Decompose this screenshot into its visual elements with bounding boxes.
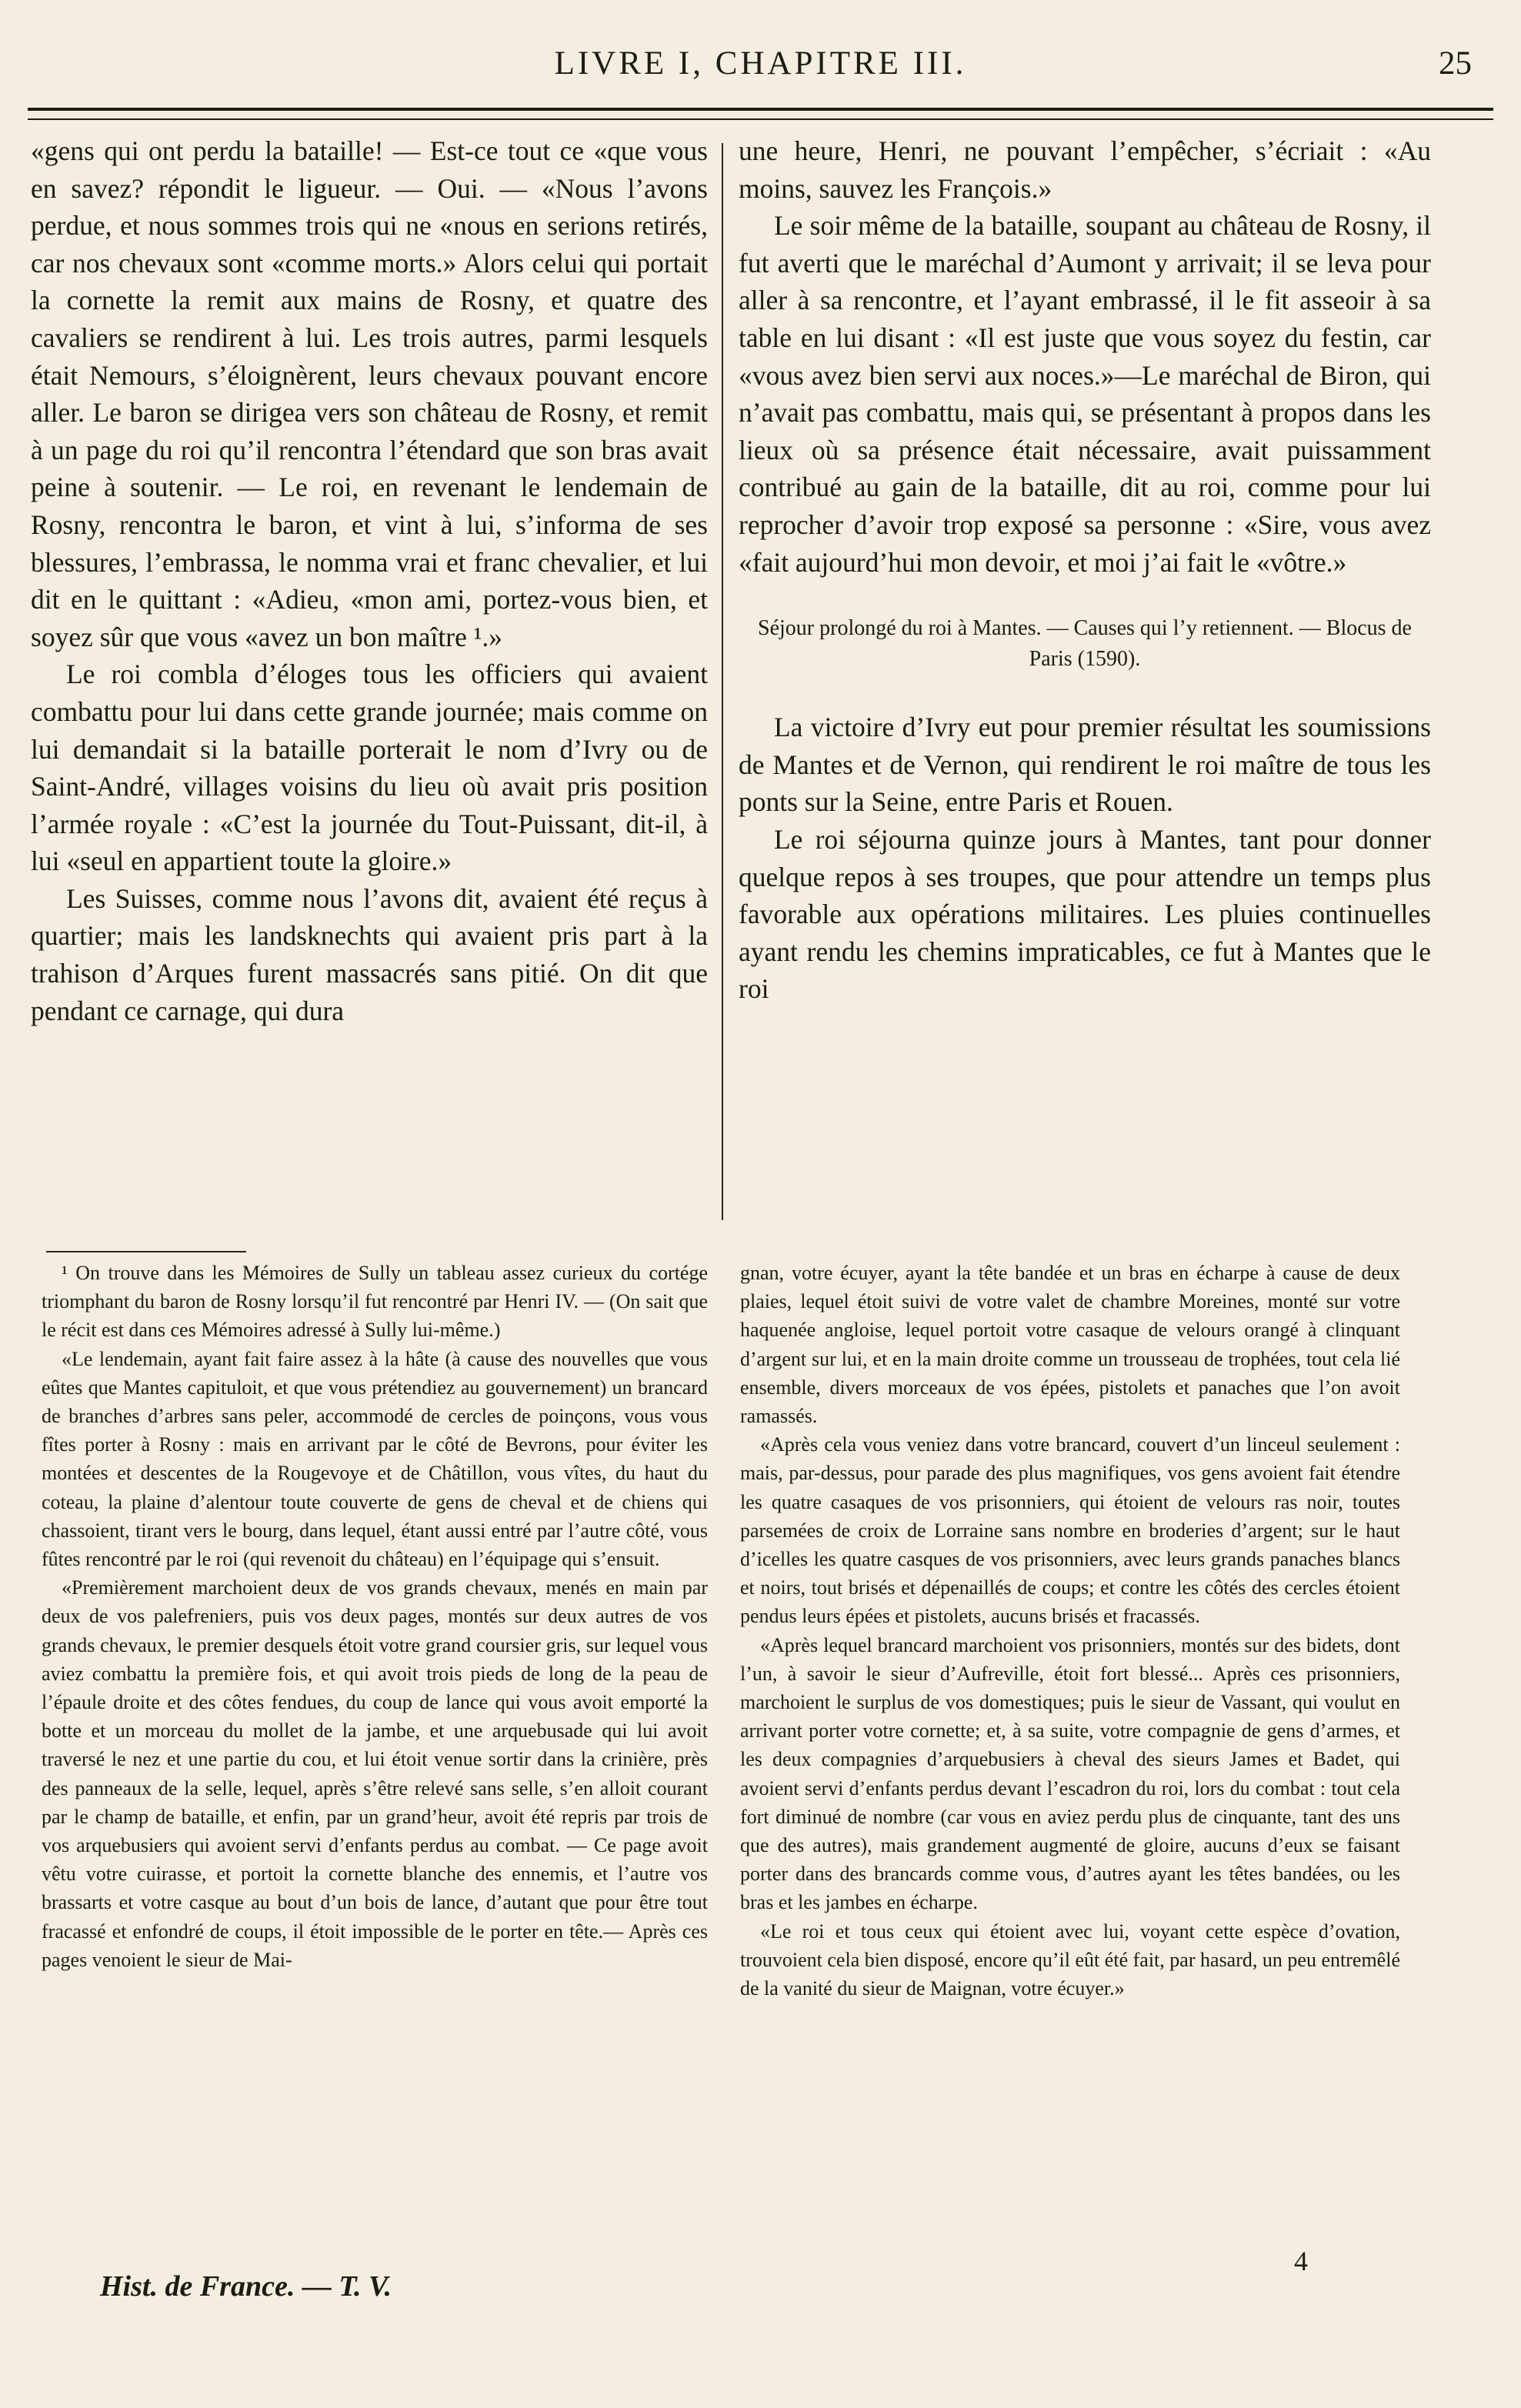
header-rule [28,108,1493,120]
paragraph: une heure, Henri, ne pouvant l’empêcher, s’écriait : «Au moins, sauvez les François.» [739,135,1431,204]
paragraph: «gens qui ont perdu la bataille! — Est-ce tout ce «que vous en savez? répondit le ligueur. — Oui. — «Nous l’avons perdue, et nous sommes trois qui ne «nous en serions retirés, car nos chevaux sont «comme morts.» Alors celui qui portait la cornette la remit aux mains de Rosny, et quatre des cavaliers se rendirent à lui. Les trois autres, parmi lesquels était Nemours, s’éloignèrent, leurs chevaux pouvant encore aller. Le baron se dirigea vers son château de Rosny, et remit à un page du roi qu’il rencontra l’étendard que son bras avait peine à soutenir. — Le roi, en revenant le lendemain de Rosny, rencontra le baron, et vint à lui, s’informa de ses blessures, l’embrassa, le nomma vrai et franc chevalier, et lui dit en le quittant : «Adieu, «mon ami, portez-vous bien, et soyez sûr que vous «avez un bon maître ¹.» [31,135,708,652]
paragraph: Le roi séjourna quinze jours à Mantes, tant pour donner quelque repos à ses troupes, que pour attendre un temps plus favorable aux opérations militaires. Les pluies continuelles ayant rendu les chemins impraticables, ce fut à Mantes que le roi [739,823,1431,1005]
footnote-paragraph: gnan, votre écuyer, ayant la tête bandée et un bras en écharpe à cause de deux plaies, lequel étoit suivi de votre valet de chambre Moreines, monté sur votre haquenée angloise, lequel portoit votre casaque de velours orangé à clinquant d’argent sur lui, et en la main droite comme un trousseau de trophées, tout cela lié ensemble, divers morceaux de vos épées, pistolets et panaches que l’on avoit ramassés. [740,1262,1400,1428]
page-number: 25 [1439,45,1472,82]
sheet-mark: 4 [1294,2246,1308,2276]
footnote-paragraph: «Le lendemain, ayant fait faire assez à la hâte (à cause des nouvelles que vous eûtes que Mantes capituloit, et que vous prétendiez au gouvernement) un brancard de branches d’arbres sans peler, accommodé de cercles de poinçons, vous vous fîtes porter à Rosny : mais en arrivant par le côté de Bevrons, pour éviter les montées et descentes de la Rougevoye et de Châtillon, vous vîtes, du haut du coteau, la plaine d’alentour toute couverte de gens de cheval et de chiens qui chassoient, tirant vers le bourg, dans lequel, étant aussi entré par l’autre côté, vous fûtes rencontré par le roi (qui revenoit du château) en l’équipage qui s’ensuit. [42,1347,708,1571]
footnote-paragraph: ¹ On trouve dans les Mémoires de Sully un tableau assez curieux du cortége triomphant du baron de Rosny lorsqu’il fut rencontré par Henri IV. — (On sait que le récit est dans ces Mémoires adressé à Sully lui-même.) [42,1262,708,1342]
column-divider [722,143,723,1220]
paragraph: Le soir même de la bataille, soupant au château de Rosny, il fut averti que le maréchal d’Aumont y arrivait; il se leva pour aller à sa rencontre, et l’ayant embrassé, il le fit asseoir à sa table en lui disant : «Il est juste que vous soyez du festin, car «vous avez bien servi aux noces.»—Le maréchal de Biron, qui n’avait pas combattu, mais qui, se présentant à propos dans les lieux où sa présence était nécessaire, avait puissamment contribué au gain de la bataille, dit au roi, comme pour lui reprocher d’avoir trop exposé sa personne : «Sire, vous avez «fait aujourd’hui mon devoir, et moi j’ai fait le «vôtre.» [739,210,1431,578]
footnote-paragraph: «Le roi et tous ceux qui étoient avec lui, voyant cette espèce d’ovation, trouvoient cela bien disposé, encore qu’il eût été fait, par hasard, un peu entremêlé de la vanité du sieur de Maignan, votre écuyer.» [740,1919,1400,2000]
paragraph: Les Suisses, comme nous l’avons dit, avaient été reçus à quartier; mais les landsknechts qui avaient pris part à la trahison d’Arques furent massacrés sans pitié. On dit que pendant ce carnage, qui dura [31,882,708,1026]
footnotes-left-column [42,1259,708,1974]
footnote-paragraph: «Après lequel brancard marchoient vos prisonniers, montés sur des bidets, dont l’un, à savoir le sieur d’Aufreville, étoit fort blessé... Après ces prisonniers, marchoient le surplus de vos domestiques; puis le sieur de Vassant, qui voulut en arrivant porter votre cornette; et, à sa suite, votre compagnie de gens d’armes, et les deux compagnies d’arquebusiers à cheval des sieurs James et Badet, qui avoient servi d’enfants perdus devant l’escadron du roi, lors du combat : tout cela fort diminué de nombre (car vous en aviez perdu plus de cinquante, tant des uns que des autres), mais grandement augmenté de gloire, aucuns d’eux se faisant porter dans des brancards comme vous, d’autres ayant les têtes bandées, ou les bras et les jambes en écharpe. [740,1633,1400,1914]
running-head [28,45,1493,91]
running-title: LIVRE I, CHAPITRE III. [554,45,967,82]
footnote-paragraph: «Après cela vous veniez dans votre brancard, couvert d’un linceul seulement : mais, par-dessus, pour parade des plus magnifiques, vos gens avoient fait étendre les quatre casaques de vos prisonniers, qui étoient de velours ras noir, toutes parsemées de croix de Lorraine sans nombre en broderies d’argent; sur le haut d’icelles les quatre casques de vos prisonniers, avec leurs grands panaches blancs et noirs, tout brisés et dépenaillés de coups; et contre les côtés des cercles étoient pendus leurs épées et pistolets, aucuns brisés et fracassés. [740,1433,1400,1628]
section-summary: Séjour prolongé du roi à Mantes. — Causes qui l’y retiennent. — Blocus de Paris (1590). [758,616,1412,672]
footnotes-right-column [740,1259,1400,2003]
main-text-left-column [31,132,708,1029]
printer-signature: Hist. de France. — T. V. [100,2270,392,2303]
footnote-rule [46,1251,246,1252]
main-text-right-column [739,132,1431,1008]
paragraph: La victoire d’Ivry eut pour premier résultat les soumissions de Mantes et de Vernon, qui rendirent le roi maître de tous les ponts sur la Seine, entre Paris et Rouen. [739,712,1431,818]
footnote-paragraph: «Premièrement marchoient deux de vos grands chevaux, menés en main par deux de vos palefreniers, puis vos deux pages, montés sur deux autres de vos grands chevaux, le premier desquels étoit votre grand coursier gris, sur lequel vous aviez combattu la première fois, et qui avoit trois pieds de long de la peau de l’épaule droite et des côtes fendues, du coup de lance qui vous avoit emporté la botte et un morceau du mollet de la jambe, et une arquebusade qui lui avoit traversé le nez et une partie du cou, et lui étoit venue sortir dans la crinière, près des panneaux de la selle, lequel, après s’être relevé sans selle, s’en alloit courant par le champ de bataille, et enfin, par un grand’heur, avoit été repris par trois de vos arquebusiers qui avoient servi d’enfants perdus au combat. — Ce page avoit vêtu votre cuirasse, et portoit la cornette blanche des ennemis, et l’autre vos brassarts et votre casque au bout d’un bois de lance, d’autant que pour être tout fracassé et enfondré de coups, il étoit impossible de le porter en tête.— Après ces pages venoient le sieur de Mai- [42,1576,708,1971]
paragraph: Le roi combla d’éloges tous les officiers qui avaient combattu pour lui dans cette grande journée; mais comme on lui demandait si la bataille porterait le nom d’Ivry ou de Saint-André, villages voisins du lieu où avait pris position l’armée royale : «C’est la journée du Tout-Puissant, dit-il, à lui «seul en appartient toute la gloire.» [31,659,708,877]
